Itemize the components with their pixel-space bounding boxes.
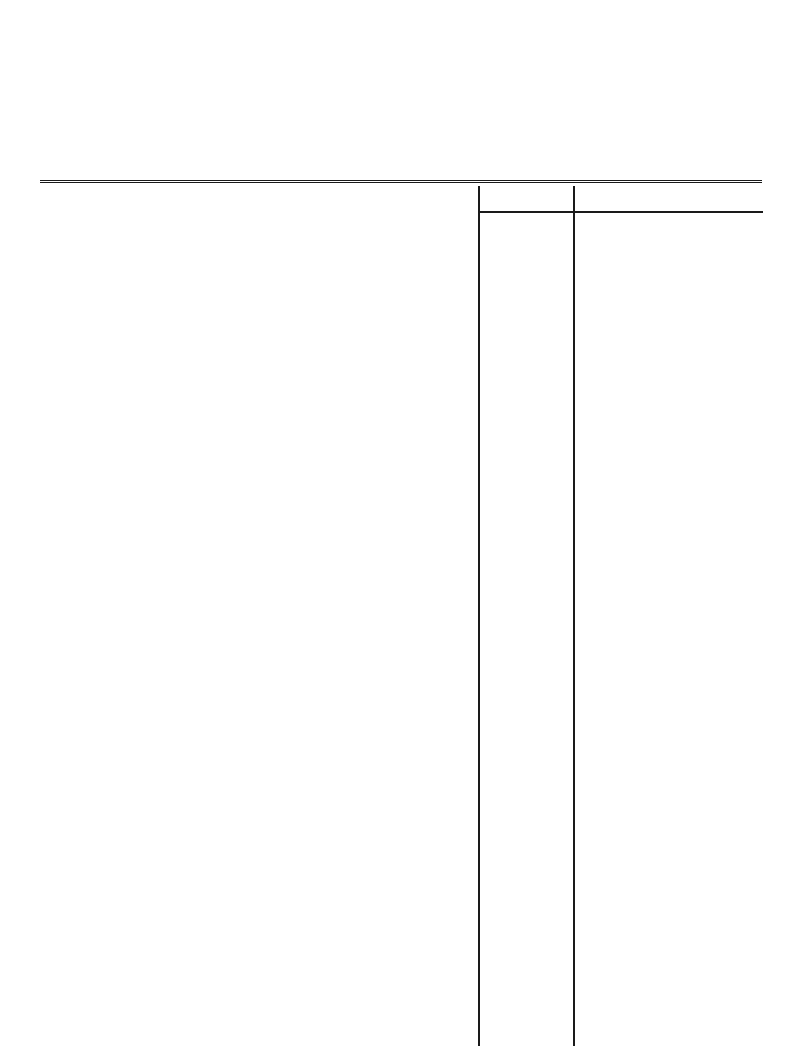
column-divider-1960 — [573, 186, 575, 1046]
column-divider-1959 — [478, 186, 480, 1046]
table-top-rule — [40, 180, 762, 183]
year-header-rule — [478, 211, 763, 213]
